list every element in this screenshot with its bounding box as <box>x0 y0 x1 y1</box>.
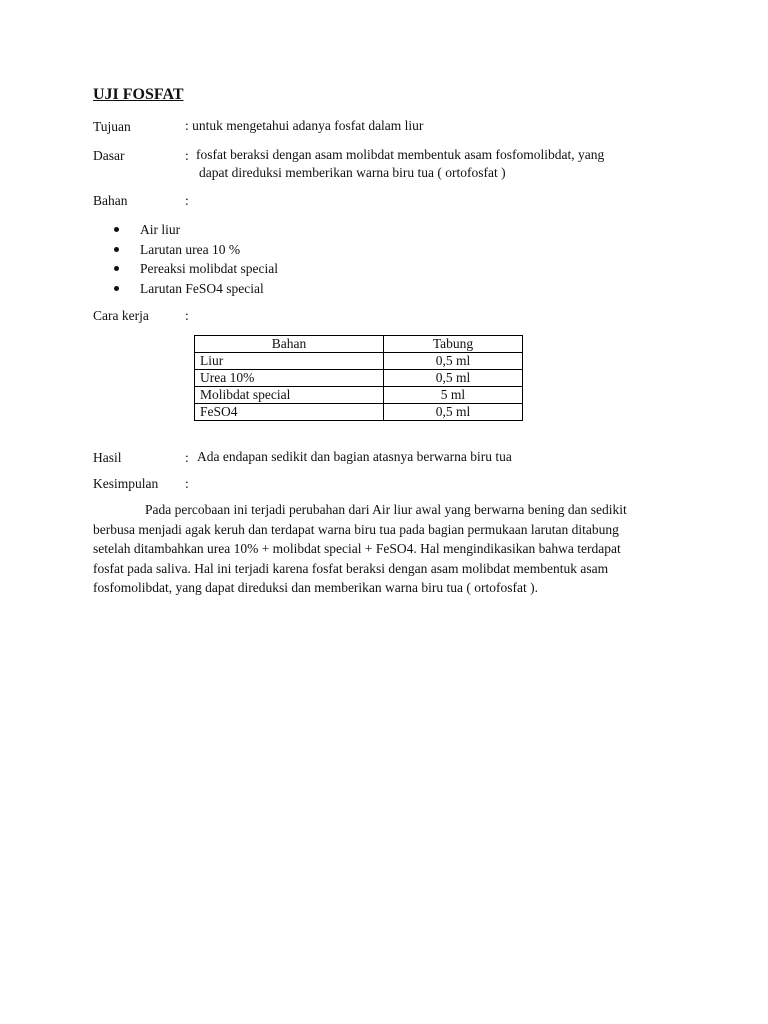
paragraph-line: fosfomolibdat, yang dapat direduksi dan memberikan warna biru tua ( ortofosfat ). <box>93 580 538 595</box>
bullet-icon <box>114 227 119 232</box>
bahan-list <box>114 220 278 298</box>
tujuan-label: Tujuan <box>93 119 131 134</box>
list-item <box>114 259 278 279</box>
table-row <box>195 387 523 404</box>
column-header-bahan: Bahan <box>195 336 384 353</box>
table-cell-tabung: 5 ml <box>384 387 523 404</box>
kesimpulan-label: Kesimpulan <box>93 476 159 491</box>
dasar-colon: : <box>185 148 189 163</box>
dasar-line-2 <box>196 164 506 182</box>
table-cell-tabung: 0,5 ml <box>384 353 523 370</box>
hasil-label: Hasil <box>93 450 122 465</box>
bahan-item-text: Larutan FeSO4 special <box>140 280 264 296</box>
cara-kerja-colon: : <box>185 308 189 323</box>
table-row <box>195 404 523 421</box>
table-cell-tabung: 0,5 ml <box>384 370 523 387</box>
dasar-line-2-text: dapat direduksi memberikan warna biru tua ( ortofosfat ) <box>199 165 506 180</box>
paragraph-line: setelah ditambahkan urea 10% + molibdat special + FeSO4. Hal mengindikasikan bahwa terdapat <box>93 541 621 556</box>
bahan-label: Bahan <box>93 193 128 208</box>
bahan-item-text: Larutan urea 10 % <box>140 241 241 257</box>
table-cell-bahan: Liur <box>195 353 384 370</box>
paragraph-line: Pada percobaan ini terjadi perubahan dari Air liur awal yang berwarna bening dan sedikit <box>145 502 627 517</box>
kesimpulan-colon: : <box>185 476 189 491</box>
column-header-tabung: Tabung <box>384 336 523 353</box>
bullet-icon <box>114 266 119 271</box>
table-row <box>195 353 523 370</box>
table-cell-bahan: Molibdat special <box>195 387 384 404</box>
list-item <box>114 220 278 240</box>
paragraph-line: fosfat pada saliva. Hal ini terjadi karena fosfat beraksi dengan asam molibdat membentuk asam <box>93 560 609 576</box>
bahan-item-text: Pereaksi molibdat special <box>140 261 278 276</box>
document-title: UJI FOSFAT <box>93 86 184 103</box>
bahan-item-text: Air liur <box>140 222 181 237</box>
hasil-colon: : <box>185 450 189 465</box>
bullet-icon <box>114 247 119 252</box>
cara-kerja-label: Cara kerja <box>93 308 149 323</box>
dasar-label: Dasar <box>93 148 125 163</box>
paragraph-line: berbusa menjadi agak keruh dan terdapat warna biru tua pada bagian permukaan larutan ditabung <box>93 521 619 537</box>
table-row <box>195 370 523 387</box>
tujuan-value: : untuk mengetahui adanya fosfat dalam liur <box>185 118 424 133</box>
hasil-value: Ada endapan sedikit dan bagian atasnya berwarna biru tua <box>197 449 512 464</box>
list-item <box>114 279 278 299</box>
bullet-icon <box>114 286 119 291</box>
table-cell-bahan: FeSO4 <box>195 404 384 421</box>
table-cell-tabung: 0,5 ml <box>384 404 523 421</box>
cara-kerja-table <box>194 335 523 421</box>
dasar-line-1: fosfat beraksi dengan asam molibdat membentuk asam fosfomolibdat, yang <box>196 147 605 162</box>
table-header-row <box>195 336 523 353</box>
list-item <box>114 240 278 260</box>
bahan-colon: : <box>185 193 189 208</box>
kesimpulan-paragraph <box>93 500 683 598</box>
table-cell-bahan: Urea 10% <box>195 370 384 387</box>
